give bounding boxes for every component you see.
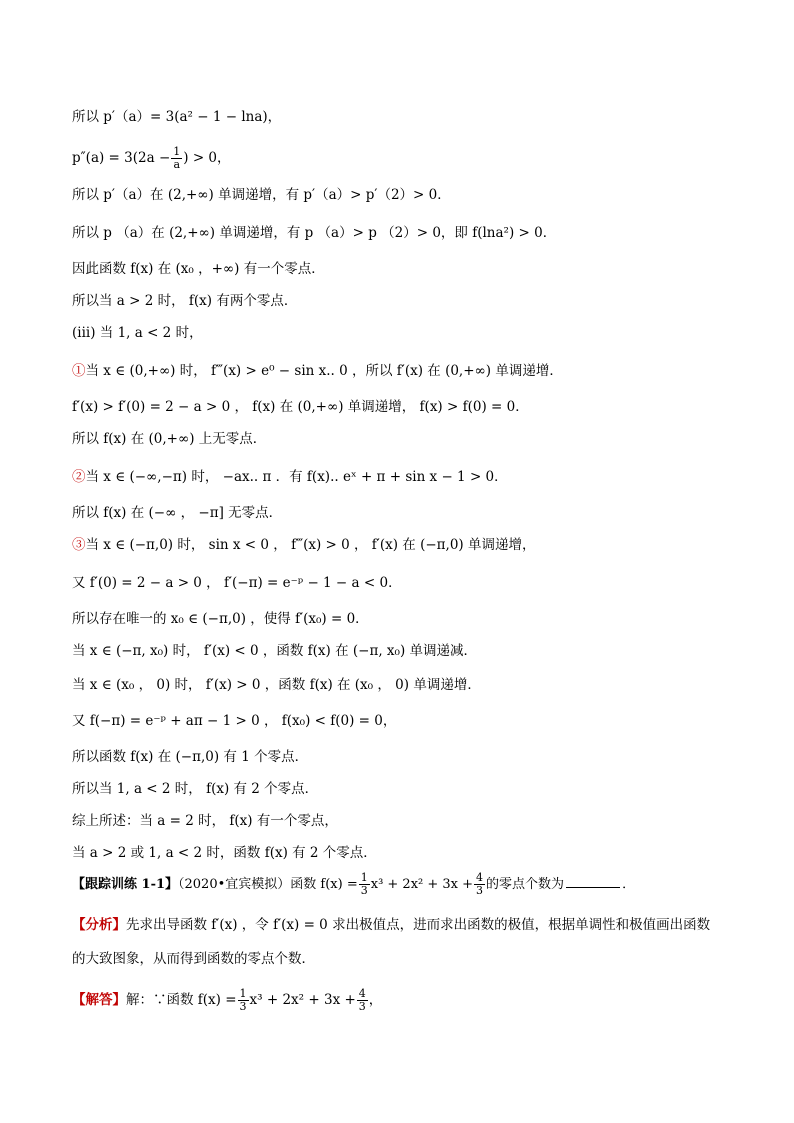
analysis-line: 的大致图象，从而得到函数的零点个数． [72,951,315,967]
text-line [72,468,508,486]
text-line: 所以 p′（a）在 (2,+∞) 单调递增，有 p′（a）> p′（2）> 0． [72,187,451,203]
exercise-tag: 【跟踪训练 1-1】 [72,877,179,892]
text-line [72,536,535,554]
fraction-denominator: a [173,158,181,171]
text-line [72,146,231,171]
case-marker: ③ [72,537,86,553]
exercise-text: x³ + 2x² + 3x + [370,877,474,892]
text-line: 又 f′(0) = 2 − a > 0 ， f′(−π) = e⁻ᵖ − 1 − a < 0． [72,575,402,591]
case-marker: ① [72,363,86,379]
answer-text: ， [368,992,383,1008]
fraction-numerator: 1 [239,987,247,1000]
text-line [72,362,563,380]
text-line: 当 x ∈ (x₀ ， 0) 时， f′(x) > 0 ，函数 f(x) 在 (x₀ ， 0) 单调递增． [72,677,481,693]
exercise-text: 的零点个数为 [486,877,565,892]
text-line: 所以 f(x) 在 (−∞ ， −π] 无零点． [72,505,283,521]
case-text: 当 x ∈ (0,+∞) 时， f‴(x) > e⁰ − sin x.. 0 ，所以 f′(x) 在 (0,+∞) 单调递增． [85,363,563,379]
text-line: 综上所述：当 a = 2 时， f(x) 有一个零点， [72,813,338,829]
fraction [474,872,485,897]
text-line: (iii) 当 1, a < 2 时， [72,325,203,341]
text-line: 所以当 1, a < 2 时， f(x) 有 2 个零点． [72,781,319,797]
answer-blank [566,875,620,888]
text-line: f′(x) > f′(0) = 2 − a > 0 ， f(x) 在 (0,+∞) 单调递增， f(x) > f(0) = 0． [72,399,529,415]
answer-text: 解：∵函数 f(x) = [126,992,237,1008]
case-text: 当 x ∈ (−π,0) 时， sin x < 0 ， f‴(x) > 0 ， f′(x) 在 (−π,0) 单调递增， [85,537,536,553]
text-line: 因此函数 f(x) 在 (x₀ ，+∞) 有一个零点． [72,261,325,277]
fraction-denominator: 3 [360,884,368,897]
answer-line [72,988,382,1013]
text-line: 当 x ∈ (−π, x₀) 时， f′(x) < 0 ，函数 f(x) 在 (−π, x₀) 单调递减． [72,643,478,659]
fraction-denominator: 3 [239,1000,247,1013]
text-line: 所以当 a > 2 时， f(x) 有两个零点． [72,293,298,309]
text-line: 所以 f(x) 在 (0,+∞) 上无零点． [72,431,267,447]
fraction [359,872,370,897]
exercise-text: ． [622,877,636,892]
text-line: 所以存在唯一的 x₀ ∈ (−π,0) ，使得 f′(x₀) = 0． [72,611,369,627]
text-line: 所以函数 f(x) 在 (−π,0) 有 1 个零点． [72,749,309,765]
fraction-numerator: 1 [360,871,368,884]
text-line: 所以 p （a）在 (2,+∞) 单调递增，有 p （a）> p （2）> 0，即 f(lna²) > 0． [72,225,557,241]
analysis-text: 先求出导函数 f′(x) ，令 f′(x) = 0 求出极值点，进而求出函数的极值，根据单调性和极值画出函数 [126,917,711,933]
fraction [171,146,182,171]
case-marker: ② [72,469,86,485]
fraction-denominator: 3 [358,1000,366,1013]
fraction-numerator: 1 [173,145,181,158]
case-text: 当 x ∈ (−∞,−π) 时， −ax.. π ．有 f(x).. eˣ + π + sin x − 1 > 0． [85,469,508,485]
fraction [238,988,249,1013]
exercise-text: 函数 f(x) = [290,877,358,892]
text-line: 又 f(−π) = e⁻ᵖ + aπ − 1 > 0 ， f(x₀) < f(0) = 0， [72,713,397,729]
formula-part: p″(a) = 3(2a − [72,150,171,166]
fraction-denominator: 3 [476,884,484,897]
fraction-numerator: 4 [358,987,366,1000]
answer-tag: 【解答】 [72,992,126,1008]
text-line: 所以 p′（a）= 3(a² − 1 − lna)， [72,109,282,125]
analysis-tag: 【分析】 [72,917,126,933]
formula-part: ) > 0， [183,150,231,166]
analysis-line [72,916,710,934]
text-line: 当 a > 2 或 1, a < 2 时，函数 f(x) 有 2 个零点． [72,845,377,861]
answer-text: x³ + 2x² + 3x + [249,992,356,1008]
fraction [357,988,368,1013]
fraction-numerator: 4 [476,871,484,884]
exercise-source: （2020•宜宾模拟） [178,877,291,892]
exercise-line [72,872,635,897]
